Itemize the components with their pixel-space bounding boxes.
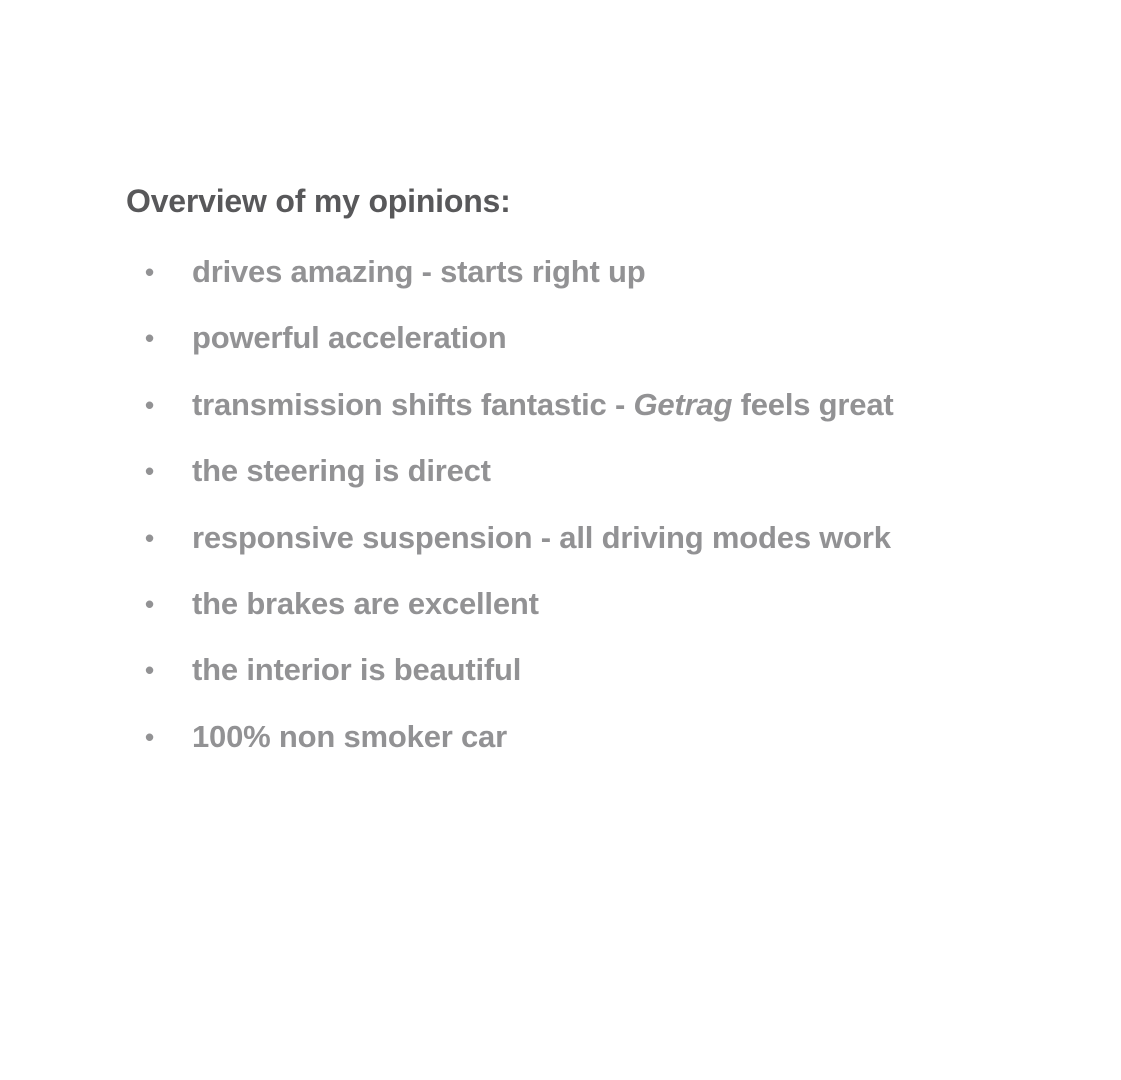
list-item-text: the brakes are excellent [192, 585, 539, 621]
list-item-text: powerful acceleration [192, 320, 507, 356]
list-item-text: 100% non smoker car [192, 718, 507, 754]
bullet-icon: • [145, 389, 154, 420]
bullet-icon: • [145, 522, 154, 553]
opinions-section [126, 181, 1086, 783]
opinion-list [126, 252, 1086, 783]
list-item [126, 518, 1086, 584]
list-item-text: the interior is beautiful [192, 652, 522, 688]
list-item-text: drives amazing - starts right up [192, 254, 646, 289]
list-item [126, 584, 1086, 650]
list-item [126, 451, 1086, 517]
list-item [126, 252, 1086, 318]
list-item-text: the steering is direct [192, 453, 491, 489]
bullet-icon: • [145, 655, 154, 686]
bullet-icon: • [145, 257, 154, 287]
bullet-icon: • [145, 323, 154, 354]
list-item [126, 318, 1086, 384]
bullet-icon: • [145, 721, 154, 752]
bullet-icon: • [145, 588, 154, 619]
bullet-icon: • [145, 456, 154, 487]
section-heading: Overview of my opinions: [126, 183, 511, 219]
list-item [126, 717, 1086, 783]
list-item-text-end: feels great [732, 386, 894, 422]
list-item [126, 650, 1086, 716]
list-item-text [192, 385, 894, 425]
brand-name: Getrag [633, 386, 733, 422]
list-item-text-start: transmission shifts fantastic - [192, 386, 634, 422]
list-item [126, 385, 1086, 451]
list-item-text: responsive suspension - all driving modes work [192, 519, 891, 555]
